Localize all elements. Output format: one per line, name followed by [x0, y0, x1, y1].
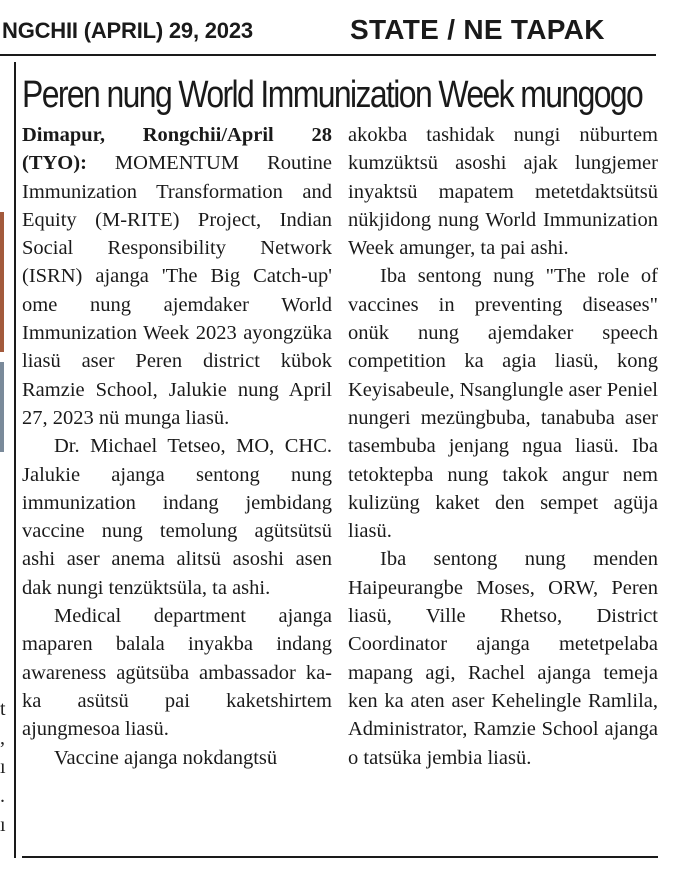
- section-title: STATE / NE TAPAK: [350, 14, 605, 45]
- image-strip: [0, 212, 4, 352]
- fragment-char: t: [0, 698, 6, 720]
- issue-date: NGCHII (APRIL) 29, 2023: [2, 18, 253, 43]
- article-paragraph: Vaccine ajanga nokdangtsü: [54, 746, 278, 769]
- page-header: [0, 0, 686, 56]
- adjacent-column-text-fragment: [0, 695, 12, 840]
- article-paragraph: akokba tashidak nungi nüburtem kumzüktsü asoshi ajak lungjemer inyaktsü mapatem metetdaktsütsü nükjidong nung World Immunization Week amunger, ta pai ashi.: [348, 124, 658, 260]
- image-strip: [0, 362, 4, 452]
- fragment-char: ı: [0, 814, 6, 836]
- fragment-char: ,: [0, 727, 5, 749]
- fragment-char: ı: [0, 756, 6, 778]
- column-divider: [14, 62, 16, 858]
- article-paragraph: Iba sentong nung "The role of vaccines in preventing diseases" onük nung ajemdaker speech competition ka agia liasü, kong Keyisabeule, Nsanglungle aser Peniel nungeri mezüngbuba, tanabuba aser tasembuba jenjang ngua liasü. Iba tetoktepba nung takok angur nem kulizüng kaket den sempet agüja liasü.: [348, 265, 658, 543]
- header-rule: [0, 54, 656, 56]
- fragment-char: .: [0, 785, 5, 807]
- article-dateline: Dimapur, Rongchii/April 28 (TYO):: [22, 124, 332, 175]
- article-paragraph: Medical department ajanga maparen balala inyakba indang awareness agütsüba ambassador ka-ka asütsü pai kaketshirtem ajungmesoa liasü.: [22, 605, 332, 741]
- article-paragraph: [22, 121, 332, 432]
- article-column-right: [348, 121, 658, 772]
- bottom-rule: [22, 856, 658, 858]
- paragraph-text: MOMENTUM Routine Immunization Transformation and Equity (M-RITE) Project, Indian Social Responsibility Network (ISRN) ajanga 'The Big Catch-up' ome nung ajemdaker World Immunization Week 2023 ayongzüka liasü aser Peren district kübok Ramzie School, Jalukie nung April 27, 2023 nü munga liasü.: [22, 152, 332, 429]
- article-paragraph: Iba sentong nung menden Haipeurangbe Moses, ORW, Peren liasü, Ville Rhetso, District Coordinator ajanga metetpelaba mapang agi, Rachel ajanga temeja ken ka aten aser Kehelingle Ramlila, Administrator, Ramzie School ajanga o tatsüka jembia liasü.: [348, 548, 658, 769]
- article-column-left: [22, 121, 332, 772]
- article-paragraph: Dr. Michael Tetseo, MO, CHC. Jalukie ajanga sentong nung immunization indang jembidang vaccine nung temolung agütsütsü ashi aser anema alitsü asoshi asen dak nungi tenzüktsüla, ta ashi.: [22, 435, 332, 599]
- article-headline: Peren nung World Immunization Week mungogo: [22, 74, 643, 116]
